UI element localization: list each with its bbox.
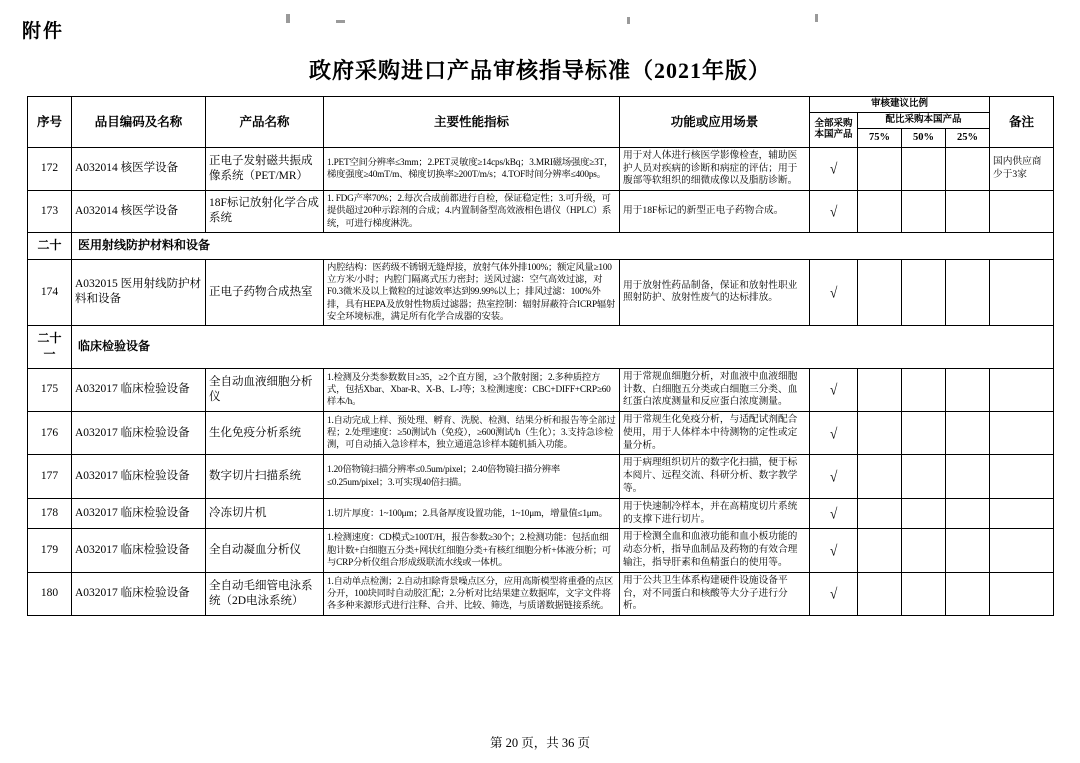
cell-pct-50 <box>902 147 946 190</box>
cell-all-domestic <box>810 498 858 529</box>
th-product-name: 产品名称 <box>206 97 324 148</box>
table-row <box>28 572 1054 615</box>
table-row <box>28 147 1054 190</box>
checkmark-icon: √ <box>829 424 838 442</box>
cell-code-name: A032017 临床检验设备 <box>72 368 206 411</box>
cell-all-domestic <box>810 572 858 615</box>
cell-pct-75 <box>858 368 902 411</box>
cell-pct-75 <box>858 572 902 615</box>
table-body <box>28 147 1054 616</box>
cell-pct-75 <box>858 498 902 529</box>
cell-code-name: A032017 临床检验设备 <box>72 529 206 572</box>
cell-remark <box>990 498 1054 529</box>
cell-specs: 1.切片厚度：1~100μm；2.具备厚度设置功能，1~10μm，增量值≤1μm。 <box>324 498 620 529</box>
cell-pct-50 <box>902 191 946 233</box>
cell-pct-50 <box>902 259 946 325</box>
cell-function: 用于快速制冷样本，并在高精度切片系统的支撑下进行切片。 <box>620 498 810 529</box>
scan-speck <box>815 14 818 22</box>
cell-product-name: 全自动毛细管电泳系统（2D电泳系统） <box>206 572 324 615</box>
cell-pct-75 <box>858 455 902 498</box>
cell-product-name: 生化免疫分析系统 <box>206 412 324 455</box>
cell-all-domestic <box>810 259 858 325</box>
cell-remark <box>990 572 1054 615</box>
cell-all-domestic <box>810 191 858 233</box>
page-title: 政府采购进口产品审核指导标准（2021年版） <box>308 58 771 83</box>
cell-function: 用于常规生化免疫分析，与适配试剂配合使用，用于人体样本中待测物的定性或定量分析。 <box>620 412 810 455</box>
cell-specs: 1.自动单点检测；2.自动扣除背景噪点区分，应用高斯模型将重叠的点区分开，100块同时自动胶汇配；2.分析对比结果建立数据库，文字文件将各多种来源形式进行注释、合并、比较、筛选，与质谱数据链接系统。 <box>324 572 620 615</box>
th-pct-75: 75% <box>858 128 902 147</box>
cell-specs: 1. FDG产率70%；2.每次合成前都进行自检，保证稳定性；3.可升级，可提供超过20种示踪剂的合成；4.内置制备型高效液相色谱仪（HPLC）系统，可进行梯度淋洗。 <box>324 191 620 233</box>
cell-code-name: A032017 临床检验设备 <box>72 498 206 529</box>
cell-code-name: A032015 医用射线防护材料和设备 <box>72 259 206 325</box>
cell-pct-25 <box>946 368 990 411</box>
cell-remark <box>990 455 1054 498</box>
cell-specs: 1.检测速度：CD模式≥100T/H，报告参数≥30个；2.检测功能：包括血细胞计数+白细胞五分类+网状红细胞分类+有核红细胞分析+体液分析；可与CRP分析仪组合形成级联流水线或一体机。 <box>324 529 620 572</box>
cell-function: 用于公共卫生体系构建硬件设施设备平台，对不同蛋白和核酸等大分子进行分析。 <box>620 572 810 615</box>
cell-code-name: A032014 核医学设备 <box>72 147 206 190</box>
cell-all-domestic <box>810 529 858 572</box>
th-remark: 备注 <box>990 97 1054 148</box>
cell-all-domestic <box>810 147 858 190</box>
cell-code-name: A032017 临床检验设备 <box>72 572 206 615</box>
cell-pct-75 <box>858 147 902 190</box>
th-pct-50: 50% <box>902 128 946 147</box>
cell-seq: 175 <box>28 368 72 411</box>
table-row <box>28 368 1054 411</box>
table-row <box>28 455 1054 498</box>
cell-seq: 180 <box>28 572 72 615</box>
cell-pct-50 <box>902 572 946 615</box>
table-head <box>28 97 1054 148</box>
cell-code-name: A032014 核医学设备 <box>72 191 206 233</box>
cell-product-name: 数字切片扫描系统 <box>206 455 324 498</box>
cell-all-domestic <box>810 455 858 498</box>
cell-pct-50 <box>902 529 946 572</box>
th-all-domestic: 全部采购本国产品 <box>810 112 858 147</box>
cell-seq: 179 <box>28 529 72 572</box>
scan-speck <box>336 20 345 23</box>
th-code-name: 品目编码及名称 <box>72 97 206 148</box>
checkmark-icon: √ <box>829 160 838 178</box>
section-number: 二十 <box>28 232 72 259</box>
page-footer: 第 20 页，共 36 页 <box>489 736 590 750</box>
checkmark-icon: √ <box>829 283 838 301</box>
cell-all-domestic <box>810 412 858 455</box>
section-number: 二十一 <box>28 326 72 369</box>
cell-product-name: 18F标记放射化学合成系统 <box>206 191 324 233</box>
cell-remark <box>990 191 1054 233</box>
cell-specs: 内腔结构：医药级不锈钢无缝焊接，放射气体外排100%；额定风量≥100立方米/小时；内腔门隔离式压力密封；送风过滤：空气高效过滤，对F0.3微米及以上微粒的过滤效率达到99.99%以上；排风过滤：100%外排，具有HEPA及放射性物质过滤器；热室控制：辐射屏蔽符合ICRP辐射安全环境标准，满足所有化学合成器的安装。 <box>324 259 620 325</box>
checkmark-icon: √ <box>829 504 838 523</box>
cell-pct-75 <box>858 412 902 455</box>
standards-table <box>27 96 1054 616</box>
th-review-ratio: 审核建议比例 <box>810 97 990 113</box>
cell-pct-50 <box>902 455 946 498</box>
cell-specs: 1.检测及分类参数数目≥35，≥2个直方图，≥3个散射图；2.多种质控方式，包括Xbar、Xbar-R、X-B、L-J等；3.检测速度：CBC+DIFF+CRP≥60样本/h。 <box>324 368 620 411</box>
cell-specs: 1.20倍物镜扫描分辨率≤0.5um/pixel；2.40倍物镜扫描分辨率≤0.25um/pixel；3.可实现40倍扫描。 <box>324 455 620 498</box>
cell-function: 用于检测全血和血液功能和血小板功能的动态分析，指导血制品及药物的有效合理输注，指导肝素和鱼精蛋白的使用等。 <box>620 529 810 572</box>
cell-code-name: A032017 临床检验设备 <box>72 455 206 498</box>
cell-specs: 1.PET空间分辨率≤3mm；2.PET灵敏度≥14cps/kBq；3.MRI磁场强度≥3T，梯度强度≥40mT/m、梯度切换率≥200T/m/s；4.TOF时间分辨率≤400ps。 <box>324 147 620 190</box>
cell-pct-25 <box>946 498 990 529</box>
cell-remark <box>990 412 1054 455</box>
cell-specs: 1.自动完成上样、预处理、孵育、洗脱、检测、结果分析和报告等全部过程；2.处理速度：≥50测试/h（免疫），≥600测试/h（生化）；3.支持急诊检测，可自动插入急诊样本，独立通道急诊样本随机插入功能。 <box>324 412 620 455</box>
cell-pct-25 <box>946 572 990 615</box>
cell-seq: 173 <box>28 191 72 233</box>
checkmark-icon: √ <box>829 585 838 603</box>
th-specs: 主要性能指标 <box>324 97 620 148</box>
cell-product-name: 冷冻切片机 <box>206 498 324 529</box>
cell-seq: 174 <box>28 259 72 325</box>
cell-function: 用于放射性药品制备，保证和放射性职业照射防护、放射性废气的达标排放。 <box>620 259 810 325</box>
cell-pct-25 <box>946 529 990 572</box>
table-row <box>28 259 1054 325</box>
cell-pct-25 <box>946 259 990 325</box>
cell-function: 用于18F标记的新型正电子药物合成。 <box>620 191 810 233</box>
th-function: 功能或应用场景 <box>620 97 810 148</box>
cell-pct-75 <box>858 191 902 233</box>
section-title: 医用射线防护材料和设备 <box>72 232 1054 259</box>
cell-remark <box>990 368 1054 411</box>
cell-remark: 国内供应商少于3家 <box>990 147 1054 190</box>
cell-seq: 178 <box>28 498 72 529</box>
checkmark-icon: √ <box>829 541 838 560</box>
checkmark-icon: √ <box>829 381 838 399</box>
table-row <box>28 498 1054 529</box>
cell-function: 用于病理组织切片的数字化扫描，便于标本阅片、远程交流、科研分析、数字教学等。 <box>620 455 810 498</box>
cell-seq: 177 <box>28 455 72 498</box>
cell-function: 用于对人体进行核医学影像检查，辅助医护人员对疾病的诊断和病症的评估；用于腹部等软组织的细微成像以及脂肪诊断。 <box>620 147 810 190</box>
cell-pct-50 <box>902 368 946 411</box>
checkmark-icon: √ <box>829 202 838 221</box>
cell-seq: 176 <box>28 412 72 455</box>
cell-pct-25 <box>946 147 990 190</box>
cell-code-name: A032017 临床检验设备 <box>72 412 206 455</box>
cell-product-name: 全自动血液细胞分析仪 <box>206 368 324 411</box>
cell-pct-50 <box>902 412 946 455</box>
cell-product-name: 正电子发射磁共振成像系统（PET/MR） <box>206 147 324 190</box>
table-row <box>28 412 1054 455</box>
cell-seq: 172 <box>28 147 72 190</box>
table-header-row-1 <box>28 97 1054 113</box>
cell-pct-75 <box>858 529 902 572</box>
scan-speck <box>627 17 630 24</box>
th-pct-25: 25% <box>946 128 990 147</box>
table-section-row <box>28 326 1054 369</box>
scan-speck <box>286 14 290 23</box>
cell-product-name: 全自动凝血分析仪 <box>206 529 324 572</box>
cell-function: 用于常规血细胞分析，对血液中血液细胞计数、白细胞五分类或白细胞三分类、血红蛋白浓度测量和反应蛋白浓度测量。 <box>620 368 810 411</box>
cell-product-name: 正电子药物合成热室 <box>206 259 324 325</box>
cell-pct-75 <box>858 259 902 325</box>
cell-all-domestic <box>810 368 858 411</box>
th-ratio-group: 配比采购本国产品 <box>858 112 990 128</box>
section-title: 临床检验设备 <box>72 326 1054 369</box>
cell-pct-25 <box>946 412 990 455</box>
th-seq: 序号 <box>28 97 72 148</box>
cell-pct-25 <box>946 191 990 233</box>
table-row <box>28 529 1054 572</box>
cell-pct-25 <box>946 455 990 498</box>
checkmark-icon: √ <box>829 467 838 486</box>
cell-remark <box>990 259 1054 325</box>
cell-pct-50 <box>902 498 946 529</box>
table-row <box>28 191 1054 233</box>
cell-remark <box>990 529 1054 572</box>
table-section-row <box>28 232 1054 259</box>
attachment-label: 附件 <box>22 21 65 42</box>
